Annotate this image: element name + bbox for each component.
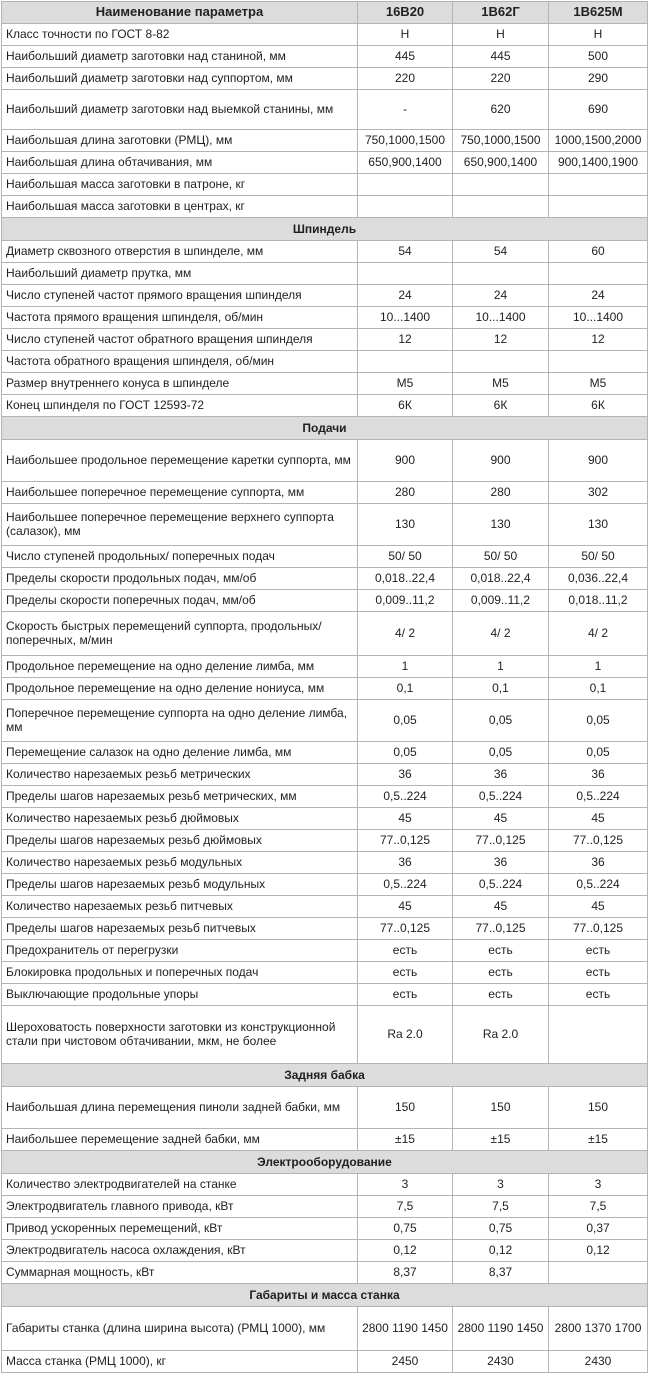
parameter-name: Количество электродвигателей на станке xyxy=(2,1174,358,1196)
table-row xyxy=(2,241,648,263)
table-row xyxy=(2,568,648,590)
parameter-name: Перемещение салазок на одно деление лимба, мм xyxy=(2,742,358,764)
value-16v20: 280 xyxy=(358,482,453,504)
parameter-name: Класс точности по ГОСТ 8-82 xyxy=(2,24,358,46)
value-1v625m: 0,37 xyxy=(549,1218,648,1240)
section-header-row xyxy=(2,1284,648,1307)
value-1v625m: 7,5 xyxy=(549,1196,648,1218)
header-model-16v20: 16В20 xyxy=(358,2,453,24)
value-16v20: 0,5..224 xyxy=(358,786,453,808)
value-1v625m: 50/ 50 xyxy=(549,546,648,568)
table-row xyxy=(2,786,648,808)
value-1v62g: есть xyxy=(453,940,549,962)
value-1v62g: 0,05 xyxy=(453,742,549,764)
value-16v20: 3 xyxy=(358,1174,453,1196)
table-row xyxy=(2,962,648,984)
table-row xyxy=(2,90,648,130)
table-row xyxy=(2,764,648,786)
value-16v20: 24 xyxy=(358,285,453,307)
parameter-name: Пределы шагов нарезаемых резьб модульных xyxy=(2,874,358,896)
value-16v20: ±15 xyxy=(358,1129,453,1151)
value-16v20: 0,018..22,4 xyxy=(358,568,453,590)
value-1v625m: 0,05 xyxy=(549,700,648,742)
value-1v625m: 77..0,125 xyxy=(549,918,648,940)
value-1v625m: 45 xyxy=(549,808,648,830)
value-1v625m: ±15 xyxy=(549,1129,648,1151)
value-1v625m: 0,036..22,4 xyxy=(549,568,648,590)
value-16v20: 36 xyxy=(358,852,453,874)
value-16v20: 130 xyxy=(358,504,453,546)
parameter-name: Пределы скорости продольных подач, мм/об xyxy=(2,568,358,590)
value-1v62g: 150 xyxy=(453,1087,549,1129)
parameter-name: Габариты станка (длина ширина высота) (РМЦ 1000), мм xyxy=(2,1307,358,1351)
value-1v625m: 0,1 xyxy=(549,678,648,700)
value-1v625m xyxy=(549,196,648,218)
table-row xyxy=(2,612,648,656)
value-1v625m xyxy=(549,1262,648,1284)
value-1v625m: 1000,1500,2000 xyxy=(549,130,648,152)
value-1v625m: 24 xyxy=(549,285,648,307)
value-1v625m: 2430 xyxy=(549,1351,648,1373)
value-1v62g: 0,12 xyxy=(453,1240,549,1262)
section-title: Электрооборудование xyxy=(2,1151,648,1174)
value-1v62g: 0,1 xyxy=(453,678,549,700)
parameter-name: Количество нарезаемых резьб дюймовых xyxy=(2,808,358,830)
table-row xyxy=(2,1006,648,1064)
value-16v20: 2800 1190 1450 xyxy=(358,1307,453,1351)
table-row xyxy=(2,984,648,1006)
value-16v20: 0,12 xyxy=(358,1240,453,1262)
header-model-1v62g: 1В62Г xyxy=(453,2,549,24)
parameter-name: Масса станка (РМЦ 1000), кг xyxy=(2,1351,358,1373)
value-16v20 xyxy=(358,263,453,285)
value-1v62g: 36 xyxy=(453,852,549,874)
table-row xyxy=(2,1218,648,1240)
value-1v62g: 2800 1190 1450 xyxy=(453,1307,549,1351)
machine-specs-table xyxy=(1,1,648,1373)
value-1v62g: 3 xyxy=(453,1174,549,1196)
value-1v625m: 6К xyxy=(549,395,648,417)
value-1v625m: 900 xyxy=(549,440,648,482)
table-row xyxy=(2,1307,648,1351)
parameter-name: Наибольшая масса заготовки в центрах, кг xyxy=(2,196,358,218)
parameter-name: Наибольшая длина перемещения пиноли задней бабки, мм xyxy=(2,1087,358,1129)
value-1v625m: 130 xyxy=(549,504,648,546)
table-row xyxy=(2,742,648,764)
value-1v62g: 0,5..224 xyxy=(453,874,549,896)
value-1v62g: Н xyxy=(453,24,549,46)
section-title: Габариты и масса станка xyxy=(2,1284,648,1307)
value-16v20: 750,1000,1500 xyxy=(358,130,453,152)
table-row xyxy=(2,918,648,940)
section-header-row xyxy=(2,218,648,241)
value-1v625m: 0,12 xyxy=(549,1240,648,1262)
value-1v62g xyxy=(453,174,549,196)
table-row xyxy=(2,440,648,482)
value-1v625m: 290 xyxy=(549,68,648,90)
value-1v625m: 900,1400,1900 xyxy=(549,152,648,174)
table-row xyxy=(2,830,648,852)
value-1v625m: 690 xyxy=(549,90,648,130)
parameter-name: Продольное перемещение на одно деление нониуса, мм xyxy=(2,678,358,700)
parameter-name: Поперечное перемещение суппорта на одно деление лимба, мм xyxy=(2,700,358,742)
table-row xyxy=(2,656,648,678)
value-16v20: 77..0,125 xyxy=(358,830,453,852)
value-1v62g: 130 xyxy=(453,504,549,546)
value-16v20 xyxy=(358,196,453,218)
parameter-name: Наибольшее поперечное перемещение верхнего суппорта (салазок), мм xyxy=(2,504,358,546)
value-1v625m: есть xyxy=(549,984,648,1006)
header-parameter: Наименование параметра xyxy=(2,2,358,24)
value-16v20: 10...1400 xyxy=(358,307,453,329)
table-row xyxy=(2,1087,648,1129)
value-16v20: 650,900,1400 xyxy=(358,152,453,174)
value-1v62g: 4/ 2 xyxy=(453,612,549,656)
value-16v20 xyxy=(358,174,453,196)
value-16v20: 0,05 xyxy=(358,700,453,742)
parameter-name: Пределы шагов нарезаемых резьб питчевых xyxy=(2,918,358,940)
value-1v62g xyxy=(453,196,549,218)
value-1v625m: 3 xyxy=(549,1174,648,1196)
value-1v625m: 4/ 2 xyxy=(549,612,648,656)
section-header-row xyxy=(2,1064,648,1087)
table-body xyxy=(2,24,648,1373)
value-1v62g: 8,37 xyxy=(453,1262,549,1284)
value-16v20: 7,5 xyxy=(358,1196,453,1218)
value-1v62g: ±15 xyxy=(453,1129,549,1151)
value-16v20: 36 xyxy=(358,764,453,786)
value-1v62g: 750,1000,1500 xyxy=(453,130,549,152)
value-16v20: есть xyxy=(358,984,453,1006)
value-1v625m: 500 xyxy=(549,46,648,68)
parameter-name: Наибольшая длина заготовки (РМЦ), мм xyxy=(2,130,358,152)
value-1v625m: 45 xyxy=(549,896,648,918)
table-row xyxy=(2,940,648,962)
parameter-name: Электродвигатель главного привода, кВт xyxy=(2,1196,358,1218)
value-1v62g: 0,75 xyxy=(453,1218,549,1240)
value-1v62g: 54 xyxy=(453,241,549,263)
table-row xyxy=(2,68,648,90)
value-1v625m: 1 xyxy=(549,656,648,678)
table-row xyxy=(2,852,648,874)
parameter-name: Наибольший диаметр заготовки над выемкой станины, мм xyxy=(2,90,358,130)
value-16v20: 1 xyxy=(358,656,453,678)
section-header-row xyxy=(2,1151,648,1174)
value-16v20: Н xyxy=(358,24,453,46)
value-1v625m xyxy=(549,174,648,196)
table-row xyxy=(2,174,648,196)
value-1v62g: 0,5..224 xyxy=(453,786,549,808)
value-1v62g: 650,900,1400 xyxy=(453,152,549,174)
value-16v20 xyxy=(358,351,453,373)
parameter-name: Предохранитель от перегрузки xyxy=(2,940,358,962)
value-1v62g: 45 xyxy=(453,808,549,830)
value-16v20: - xyxy=(358,90,453,130)
value-1v625m: 0,05 xyxy=(549,742,648,764)
table-row xyxy=(2,130,648,152)
value-1v62g xyxy=(453,351,549,373)
parameter-name: Пределы шагов нарезаемых резьб метрических, мм xyxy=(2,786,358,808)
value-1v62g: 1 xyxy=(453,656,549,678)
value-1v62g: есть xyxy=(453,962,549,984)
table-row xyxy=(2,1174,648,1196)
value-1v625m xyxy=(549,351,648,373)
section-header-row xyxy=(2,417,648,440)
table-row xyxy=(2,808,648,830)
value-1v62g: Ra 2.0 xyxy=(453,1006,549,1064)
parameter-name: Частота прямого вращения шпинделя, об/мин xyxy=(2,307,358,329)
table-row xyxy=(2,1129,648,1151)
parameter-name: Наибольшее поперечное перемещение суппорта, мм xyxy=(2,482,358,504)
parameter-name: Выключающие продольные упоры xyxy=(2,984,358,1006)
value-16v20: 4/ 2 xyxy=(358,612,453,656)
parameter-name: Количество нарезаемых резьб модульных xyxy=(2,852,358,874)
value-16v20: 12 xyxy=(358,329,453,351)
table-row xyxy=(2,504,648,546)
value-16v20: 2450 xyxy=(358,1351,453,1373)
parameter-name: Число ступеней продольных/ поперечных подач xyxy=(2,546,358,568)
table-row xyxy=(2,307,648,329)
parameter-name: Число ступеней частот прямого вращения шпинделя xyxy=(2,285,358,307)
value-1v62g: 36 xyxy=(453,764,549,786)
value-1v625m: М5 xyxy=(549,373,648,395)
value-1v62g: 0,05 xyxy=(453,700,549,742)
value-1v62g: 77..0,125 xyxy=(453,830,549,852)
value-16v20: 900 xyxy=(358,440,453,482)
value-1v625m: 0,018..11,2 xyxy=(549,590,648,612)
value-1v625m: 302 xyxy=(549,482,648,504)
value-16v20: есть xyxy=(358,962,453,984)
table-row xyxy=(2,24,648,46)
section-title: Подачи xyxy=(2,417,648,440)
value-1v625m: 36 xyxy=(549,764,648,786)
value-1v625m xyxy=(549,1006,648,1064)
table-row xyxy=(2,1351,648,1373)
value-16v20: 445 xyxy=(358,46,453,68)
parameter-name: Диаметр сквозного отверстия в шпинделе, мм xyxy=(2,241,358,263)
value-1v625m: 60 xyxy=(549,241,648,263)
value-16v20: 77..0,125 xyxy=(358,918,453,940)
value-1v625m: 2800 1370 1700 xyxy=(549,1307,648,1351)
value-1v62g: 24 xyxy=(453,285,549,307)
parameter-name: Наибольшее продольное перемещение каретки суппорта, мм xyxy=(2,440,358,482)
value-16v20: 54 xyxy=(358,241,453,263)
value-1v62g: 280 xyxy=(453,482,549,504)
value-1v625m: 77..0,125 xyxy=(549,830,648,852)
value-16v20: 0,75 xyxy=(358,1218,453,1240)
value-16v20: есть xyxy=(358,940,453,962)
header-model-1v625m: 1В625М xyxy=(549,2,648,24)
value-1v62g: 900 xyxy=(453,440,549,482)
table-row xyxy=(2,874,648,896)
value-1v62g: 7,5 xyxy=(453,1196,549,1218)
value-1v62g: 10...1400 xyxy=(453,307,549,329)
value-1v625m: 10...1400 xyxy=(549,307,648,329)
parameter-name: Блокировка продольных и поперечных подач xyxy=(2,962,358,984)
value-1v625m: 0,5..224 xyxy=(549,786,648,808)
value-1v62g: 45 xyxy=(453,896,549,918)
parameter-name: Привод ускоренных перемещений, кВт xyxy=(2,1218,358,1240)
parameter-name: Количество нарезаемых резьб питчевых xyxy=(2,896,358,918)
value-16v20: М5 xyxy=(358,373,453,395)
table-row xyxy=(2,196,648,218)
parameter-name: Конец шпинделя по ГОСТ 12593-72 xyxy=(2,395,358,417)
value-1v625m: 0,5..224 xyxy=(549,874,648,896)
parameter-name: Наибольший диаметр заготовки над станиной, мм xyxy=(2,46,358,68)
value-1v625m: Н xyxy=(549,24,648,46)
parameter-name: Продольное перемещение на одно деление лимба, мм xyxy=(2,656,358,678)
table-row xyxy=(2,285,648,307)
parameter-name: Наибольшее перемещение задней бабки, мм xyxy=(2,1129,358,1151)
value-1v62g: 445 xyxy=(453,46,549,68)
table-row xyxy=(2,482,648,504)
value-1v625m: есть xyxy=(549,962,648,984)
table-row xyxy=(2,700,648,742)
value-1v625m: 150 xyxy=(549,1087,648,1129)
parameter-name: Размер внутреннего конуса в шпинделе xyxy=(2,373,358,395)
parameter-name: Пределы скорости поперечных подач, мм/об xyxy=(2,590,358,612)
parameter-name: Наибольший диаметр заготовки над суппортом, мм xyxy=(2,68,358,90)
value-1v62g: М5 xyxy=(453,373,549,395)
value-1v62g: 50/ 50 xyxy=(453,546,549,568)
parameter-name: Электродвигатель насоса охлаждения, кВт xyxy=(2,1240,358,1262)
parameter-name: Наибольшая длина обтачивания, мм xyxy=(2,152,358,174)
parameter-name: Количество нарезаемых резьб метрических xyxy=(2,764,358,786)
table-row xyxy=(2,263,648,285)
table-row xyxy=(2,1262,648,1284)
parameter-name: Скорость быстрых перемещений суппорта, продольных/ поперечных, м/мин xyxy=(2,612,358,656)
value-16v20: 6К xyxy=(358,395,453,417)
parameter-name: Наибольшая масса заготовки в патроне, кг xyxy=(2,174,358,196)
value-1v62g: 77..0,125 xyxy=(453,918,549,940)
value-16v20: 0,1 xyxy=(358,678,453,700)
value-1v62g: 6К xyxy=(453,395,549,417)
value-1v625m: 36 xyxy=(549,852,648,874)
value-1v62g: 620 xyxy=(453,90,549,130)
table-row xyxy=(2,395,648,417)
value-1v62g: 12 xyxy=(453,329,549,351)
table-row xyxy=(2,329,648,351)
value-16v20: 45 xyxy=(358,896,453,918)
value-1v625m xyxy=(549,263,648,285)
parameter-name: Суммарная мощность, кВт xyxy=(2,1262,358,1284)
value-1v625m: 12 xyxy=(549,329,648,351)
value-16v20: 0,5..224 xyxy=(358,874,453,896)
table-row xyxy=(2,896,648,918)
parameter-name: Пределы шагов нарезаемых резьб дюймовых xyxy=(2,830,358,852)
value-16v20: 0,009..11,2 xyxy=(358,590,453,612)
section-title: Шпиндель xyxy=(2,218,648,241)
table-row xyxy=(2,373,648,395)
table-row xyxy=(2,152,648,174)
table-row xyxy=(2,590,648,612)
value-1v62g: 0,009..11,2 xyxy=(453,590,549,612)
value-16v20: 45 xyxy=(358,808,453,830)
table-row xyxy=(2,546,648,568)
value-16v20: 50/ 50 xyxy=(358,546,453,568)
value-16v20: 150 xyxy=(358,1087,453,1129)
parameter-name: Наибольший диаметр прутка, мм xyxy=(2,263,358,285)
value-1v625m: есть xyxy=(549,940,648,962)
value-1v62g: 0,018..22,4 xyxy=(453,568,549,590)
table-row xyxy=(2,46,648,68)
value-1v62g: есть xyxy=(453,984,549,1006)
table-row xyxy=(2,351,648,373)
parameter-name: Шероховатость поверхности заготовки из конструкционной стали при чистовом обтачивании, мкм, не более xyxy=(2,1006,358,1064)
header-row xyxy=(2,2,648,24)
value-1v62g: 220 xyxy=(453,68,549,90)
value-16v20: 220 xyxy=(358,68,453,90)
value-1v62g: 2430 xyxy=(453,1351,549,1373)
value-16v20: 0,05 xyxy=(358,742,453,764)
parameter-name: Число ступеней частот обратного вращения шпинделя xyxy=(2,329,358,351)
section-title: Задняя бабка xyxy=(2,1064,648,1087)
value-1v62g xyxy=(453,263,549,285)
value-16v20: Ra 2.0 xyxy=(358,1006,453,1064)
table-row xyxy=(2,678,648,700)
parameter-name: Частота обратного вращения шпинделя, об/мин xyxy=(2,351,358,373)
table-row xyxy=(2,1240,648,1262)
value-16v20: 8,37 xyxy=(358,1262,453,1284)
table-row xyxy=(2,1196,648,1218)
